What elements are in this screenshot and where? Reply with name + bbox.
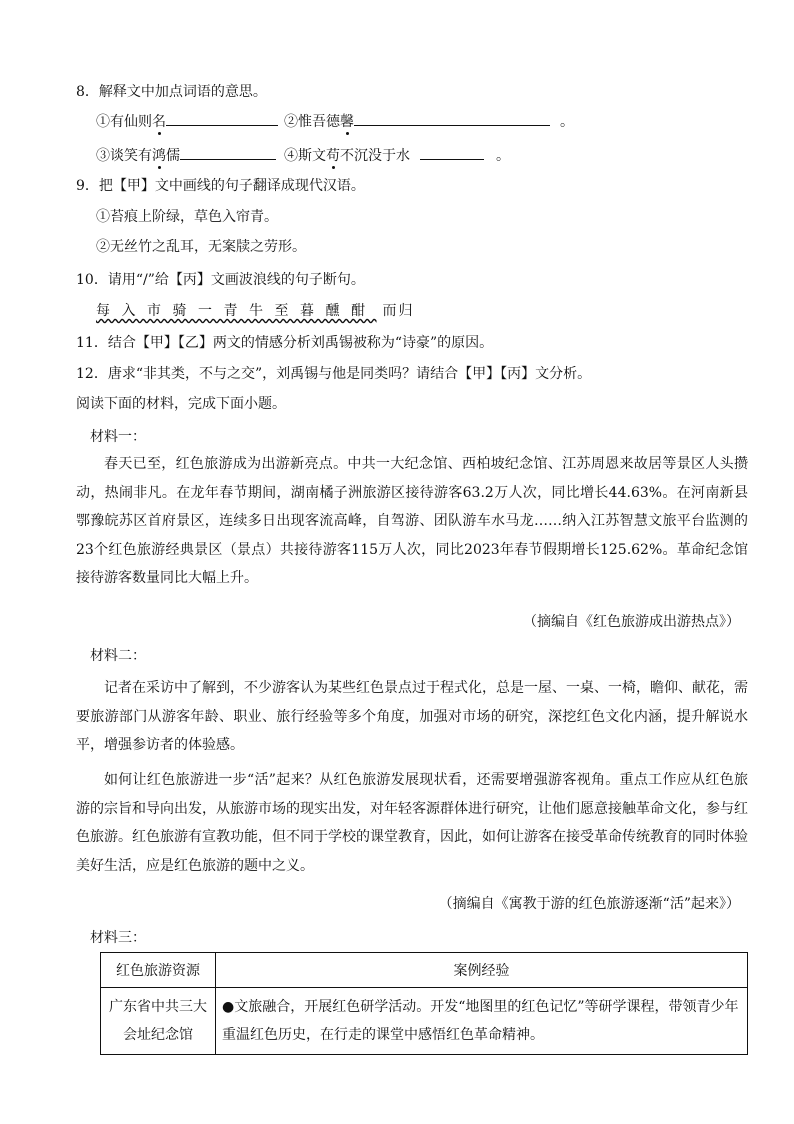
table-cell-resource: 广东省中共三大会址纪念馆 (101, 988, 216, 1055)
table-header-experience: 案例经验 (216, 953, 748, 988)
table-header-resource: 红色旅游资源 (101, 953, 216, 988)
reading-intro: 阅读下面的材料，完成下面小题。 (76, 396, 286, 412)
material-2-paragraph-2: 如何让红色旅游进一步“活”起来？从红色旅游发展现状看，还需要增强游客视角。重点工作应从红色旅游的宗旨和导向出发，从旅游市场的现实出发，对年轻客源群体进行研究，让他们愿意接触革命文化，参与红色旅游。红色旅游有宣教功能，但不同于学校的课堂教育，因此，如何让游客在接受革命传统教育的同时体验美好生活，应是红色旅游的题中之义。 (76, 772, 748, 874)
table-cell-experience: ●文旅融合，开展红色研学活动。开发“地图里的红色记忆”等研学课程，带领青少年重温红色历史，在行走的课堂中感悟红色革命精神。 (216, 988, 748, 1055)
material-2-source: （摘编自《寓教于游的红色旅游逐渐“活”起来》） (438, 896, 740, 912)
dotted-char: 苟 (326, 148, 340, 164)
sentence-end: 而归 (382, 303, 415, 319)
dotted-char: 鸿 (152, 148, 166, 164)
q8-item-4-tail: 不沉没于水 (340, 148, 410, 164)
q10-sentence (96, 301, 415, 321)
q10-prompt: 10．请用“/”给【丙】文画波浪线的句子断句。 (76, 272, 365, 288)
q8-item-3-tail: 儒 (166, 148, 180, 164)
q9-prompt: 9．把【甲】文中画线的句子翻译成现代汉语。 (76, 178, 365, 194)
material-1-title: 材料一： (90, 429, 146, 445)
q8-item-2-text: ②惟吾德 (284, 114, 340, 130)
q8-item-1-text: ①有仙则 (96, 114, 152, 130)
q8-item-3-text: ③谈笑有 (96, 148, 152, 164)
answer-blank[interactable] (166, 110, 278, 126)
period: 。 (496, 148, 510, 164)
q8-item-1 (96, 110, 278, 132)
table-row (101, 988, 748, 1055)
table-header-row (101, 953, 748, 988)
answer-blank[interactable] (420, 144, 484, 160)
answer-blank[interactable] (180, 144, 276, 160)
material-1-source: （摘编自《红色旅游成出游热点》） (523, 614, 740, 630)
answer-blank[interactable] (354, 110, 550, 126)
period: 。 (560, 114, 574, 130)
q8-item-2 (284, 110, 574, 132)
material-3-title: 材料三： (90, 930, 146, 946)
dotted-char: 馨 (340, 114, 354, 130)
q9-sentence-1: ①苔痕上阶绿，草色入帘青。 (96, 209, 278, 225)
material-2-paragraph-1: 记者在采访中了解到，不少游客认为某些红色景点过于程式化，总是一屋、一桌、一椅，瞻仰、献花，需要旅游部门从游客年龄、职业、旅行经验等多个角度，加强对市场的研究，深挖红色文化内涵，提升解说水平，增强参访者的体验感。 (76, 680, 748, 754)
material-3-table (100, 952, 748, 1055)
q9-sentence-2: ②无丝竹之乱耳，无案牍之劳形。 (96, 239, 306, 255)
material-1-text: 春天已至，红色旅游成为出游新亮点。中共一大纪念馆、西柏坡纪念馆、江苏周恩来故居等景区人头攒动，热闹非凡。在龙年春节期间，湖南橘子洲旅游区接待游客63.2万人次，同比增长44.63%。在河南新县鄂豫皖苏区首府景区，连续多日出现客流高峰，自驾游、团队游车水马龙……纳入江苏智慧文旅平台监测的23个红色旅游经典景区（景点）共接待游客115万人次，同比2023年春节假期增长125.62%。革命纪念馆接待游客数量同比大幅上升。 (76, 456, 748, 587)
wavy-sentence: 每入市骑一青牛至暮醺酣 (96, 303, 377, 319)
q8-item-4 (284, 144, 510, 166)
q8-item-3 (96, 144, 276, 166)
dotted-char: 名 (152, 114, 166, 130)
q8-prompt: 8．解释文中加点词语的意思。 (76, 84, 267, 100)
q11-prompt: 11．结合【甲】【乙】两文的情感分析刘禹锡被称为“诗豪”的原因。 (76, 335, 494, 351)
material-2-title: 材料二： (90, 648, 146, 664)
q8-item-4-text: ④斯文 (284, 148, 326, 164)
q12-prompt: 12．唐求“非其类，不与之交”，刘禹锡与他是同类吗？请结合【甲】【丙】文分析。 (76, 366, 592, 382)
